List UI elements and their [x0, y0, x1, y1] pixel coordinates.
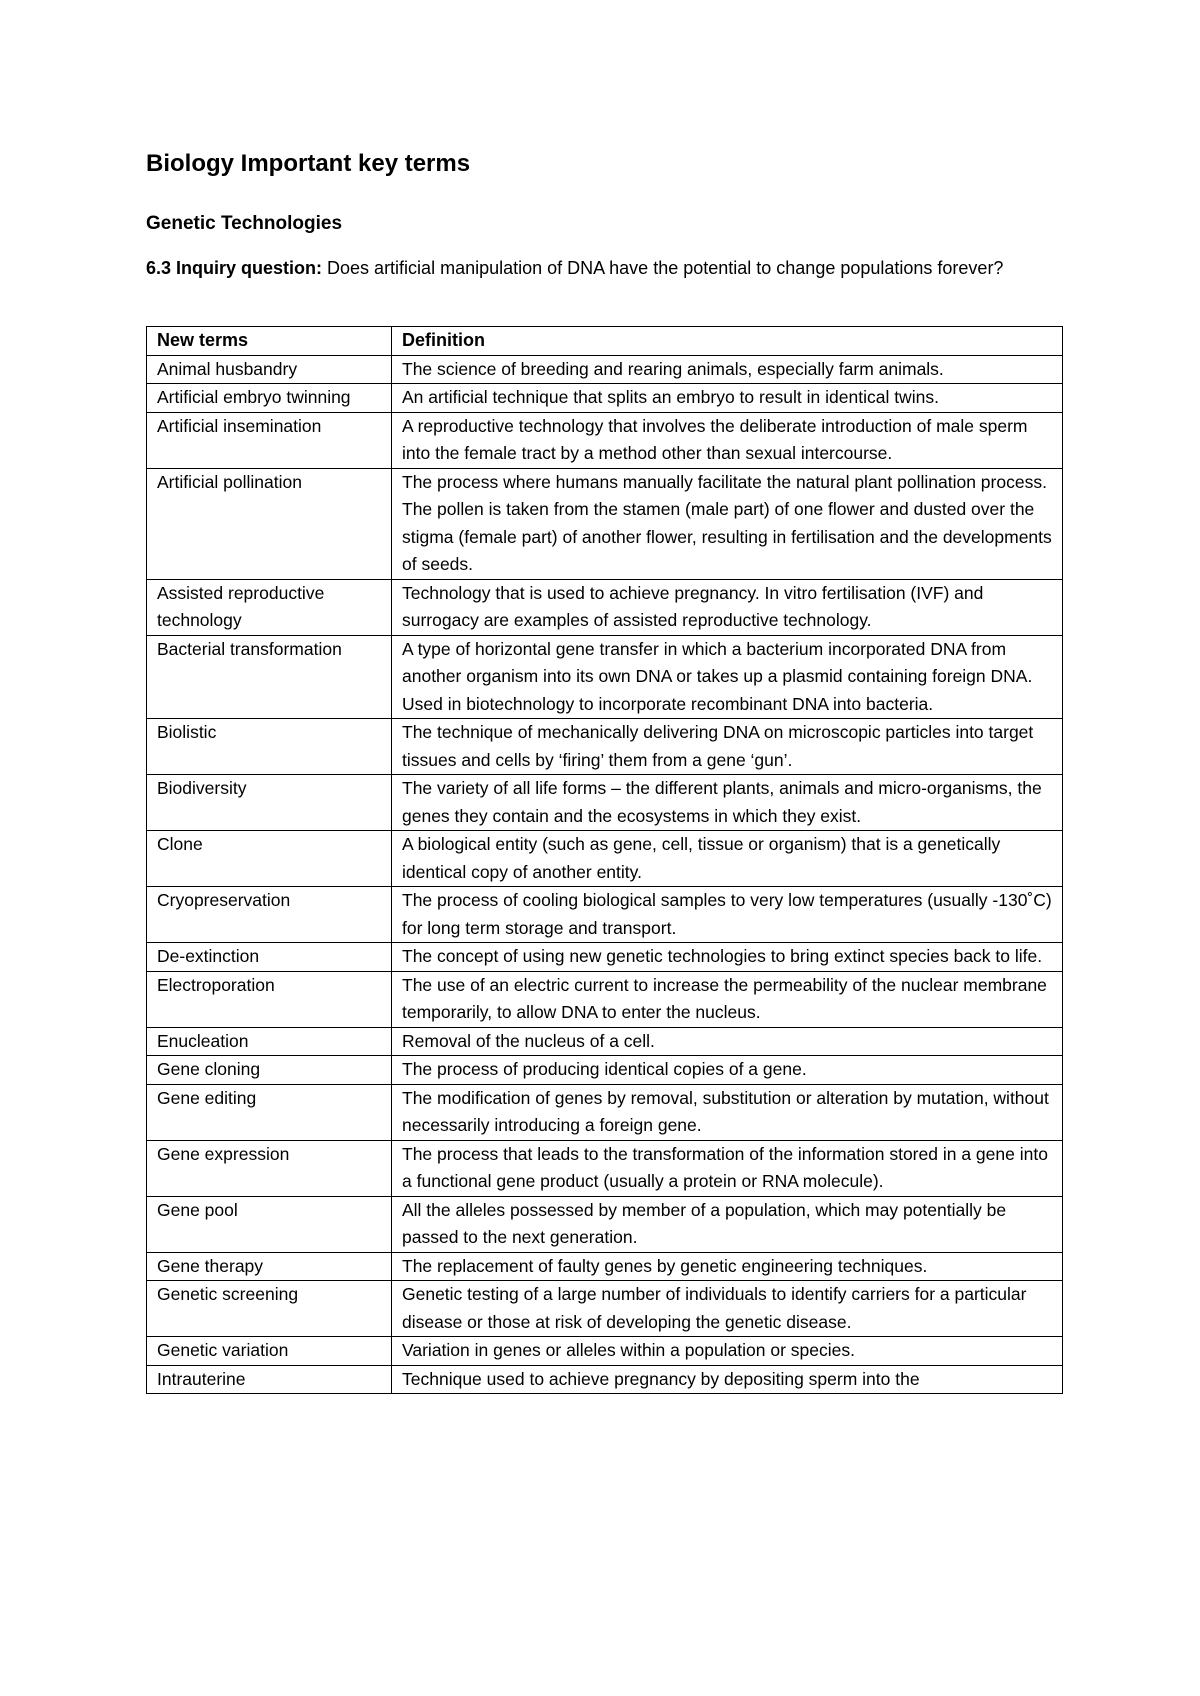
- term-cell: Artificial embryo twinning: [147, 384, 392, 413]
- definition-cell: Technique used to achieve pregnancy by depositing sperm into the: [392, 1365, 1063, 1394]
- definition-cell: The replacement of faulty genes by genetic engineering techniques.: [392, 1252, 1063, 1281]
- table-row: [147, 1084, 1063, 1140]
- term-cell: Bacterial transformation: [147, 635, 392, 719]
- key-terms-table: [146, 326, 1063, 1394]
- header-definition: Definition: [392, 327, 1063, 356]
- table-row: [147, 1140, 1063, 1196]
- definition-cell: The process where humans manually facilitate the natural plant pollination process. The pollen is taken from the stamen (male part) of one flower and dusted over the stigma (female part) of another flower, resulting in fertilisation and the developments of seeds.: [392, 468, 1063, 579]
- term-cell: Gene cloning: [147, 1056, 392, 1085]
- term-cell: Gene editing: [147, 1084, 392, 1140]
- inquiry-question: [146, 254, 1056, 282]
- definition-cell: The process that leads to the transformation of the information stored in a gene into a functional gene product (usually a protein or RNA molecule).: [392, 1140, 1063, 1196]
- definition-cell: All the alleles possessed by member of a population, which may potentially be passed to the next generation.: [392, 1196, 1063, 1252]
- definition-cell: A biological entity (such as gene, cell, tissue or organism) that is a genetically identical copy of another entity.: [392, 831, 1063, 887]
- term-cell: Assisted reproductive technology: [147, 579, 392, 635]
- table-row: [147, 1027, 1063, 1056]
- term-cell: Gene therapy: [147, 1252, 392, 1281]
- term-cell: Artificial pollination: [147, 468, 392, 579]
- table-row: [147, 1252, 1063, 1281]
- term-cell: Electroporation: [147, 971, 392, 1027]
- definition-cell: An artificial technique that splits an embryo to result in identical twins.: [392, 384, 1063, 413]
- inquiry-text: Does artificial manipulation of DNA have the potential to change populations forever?: [322, 258, 1004, 278]
- definition-cell: The process of cooling biological samples to very low temperatures (usually -130˚C) for long term storage and transport.: [392, 887, 1063, 943]
- definition-cell: The use of an electric current to increase the permeability of the nuclear membrane temporarily, to allow DNA to enter the nucleus.: [392, 971, 1063, 1027]
- definition-cell: The variety of all life forms – the different plants, animals and micro-organisms, the genes they contain and the ecosystems in which they exist.: [392, 775, 1063, 831]
- table-row: [147, 468, 1063, 579]
- term-cell: Gene expression: [147, 1140, 392, 1196]
- table-row: [147, 635, 1063, 719]
- term-cell: Biodiversity: [147, 775, 392, 831]
- term-cell: Genetic variation: [147, 1337, 392, 1366]
- header-new-terms: New terms: [147, 327, 392, 356]
- term-cell: Genetic screening: [147, 1281, 392, 1337]
- table-body: [147, 355, 1063, 1394]
- term-cell: Cryopreservation: [147, 887, 392, 943]
- table-row: [147, 1056, 1063, 1085]
- document-title: Biology Important key terms: [146, 150, 471, 177]
- definition-cell: Removal of the nucleus of a cell.: [392, 1027, 1063, 1056]
- table-row: [147, 1365, 1063, 1394]
- term-cell: Clone: [147, 831, 392, 887]
- table-row: [147, 887, 1063, 943]
- table-row: [147, 1281, 1063, 1337]
- section-heading: Genetic Technologies: [146, 213, 343, 234]
- definition-cell: The technique of mechanically delivering DNA on microscopic particles into target tissues and cells by ‘firing’ them from a gene ‘gun’.: [392, 719, 1063, 775]
- definition-cell: A type of horizontal gene transfer in which a bacterium incorporated DNA from another organism into its own DNA or takes up a plasmid containing foreign DNA. Used in biotechnology to incorporate recombinant DNA into bacteria.: [392, 635, 1063, 719]
- term-cell: Biolistic: [147, 719, 392, 775]
- definition-cell: A reproductive technology that involves the deliberate introduction of male sperm into the female tract by a method other than sexual intercourse.: [392, 412, 1063, 468]
- definition-cell: Technology that is used to achieve pregnancy. In vitro fertilisation (IVF) and surrogacy are examples of assisted reproductive technology.: [392, 579, 1063, 635]
- table-header-row: [147, 327, 1063, 356]
- inquiry-label: 6.3 Inquiry question:: [146, 258, 323, 278]
- term-cell: Animal husbandry: [147, 355, 392, 384]
- table-row: [147, 831, 1063, 887]
- table-row: [147, 943, 1063, 972]
- table-row: [147, 412, 1063, 468]
- table-row: [147, 384, 1063, 413]
- table-row: [147, 579, 1063, 635]
- table-row: [147, 719, 1063, 775]
- term-cell: Intrauterine: [147, 1365, 392, 1394]
- table-row: [147, 775, 1063, 831]
- term-cell: De-extinction: [147, 943, 392, 972]
- definition-cell: The modification of genes by removal, substitution or alteration by mutation, without necessarily introducing a foreign gene.: [392, 1084, 1063, 1140]
- definition-cell: Genetic testing of a large number of individuals to identify carriers for a particular disease or those at risk of developing the genetic disease.: [392, 1281, 1063, 1337]
- table-row: [147, 1196, 1063, 1252]
- definition-cell: The concept of using new genetic technologies to bring extinct species back to life.: [392, 943, 1063, 972]
- definition-cell: The process of producing identical copies of a gene.: [392, 1056, 1063, 1085]
- term-cell: Gene pool: [147, 1196, 392, 1252]
- term-cell: Enucleation: [147, 1027, 392, 1056]
- table-row: [147, 355, 1063, 384]
- term-cell: Artificial insemination: [147, 412, 392, 468]
- table-row: [147, 971, 1063, 1027]
- definition-cell: Variation in genes or alleles within a population or species.: [392, 1337, 1063, 1366]
- definition-cell: The science of breeding and rearing animals, especially farm animals.: [392, 355, 1063, 384]
- table-row: [147, 1337, 1063, 1366]
